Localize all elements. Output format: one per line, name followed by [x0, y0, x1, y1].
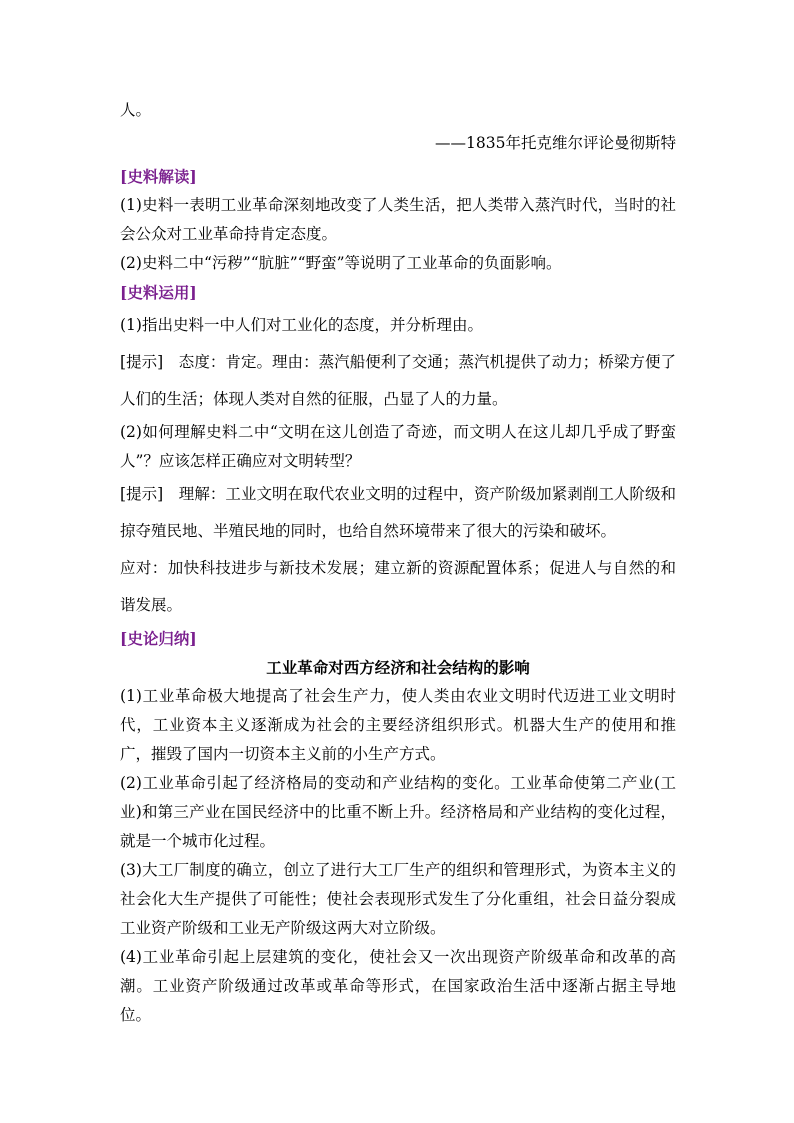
summary-item-2: (2)工业革命引起了经济格局的变动和产业结构的变化。工业革命使第二产业(工业)和第三产业在国民经济中的比重不断上升。经济格局和产业结构的变化过程，就是一个城市化过程。 — [120, 774, 676, 850]
summary-title: 工业革命对西方经济和社会结构的影响 — [266, 658, 530, 677]
application-answer-2-response: 应对：加快科技进步与新技术发展；建立新的资源配置体系；促进人与自然的和谐发展。 — [120, 559, 676, 614]
summary-tag: [史论归纳] — [120, 629, 197, 648]
summary-item-4: (4)工业革命引起上层建筑的变化，使社会又一次出现资产阶级革命和改革的高潮。工业资产阶级通过改革或革命等形式，在国家政治生活中逐渐占据主导地位。 — [120, 948, 676, 1024]
continued-text: 人。 — [120, 101, 152, 119]
interpretation-item-1: (1)史料一表明工业革命深刻地改变了人类生活，把人类带入蒸汽时代，当时的社会公众对工业革命持肯定态度。 — [120, 196, 676, 243]
application-answer-1: [提示] 态度：肯定。理由：蒸汽船便利了交通；蒸汽机提供了动力；桥梁方便了人们的生活；体现人类对自然的征服，凸显了人的力量。 — [120, 353, 676, 408]
interpretation-tag: [史料解读] — [120, 167, 197, 186]
source-attribution: ——1835年托克维尔评论曼彻斯特 — [435, 134, 676, 152]
application-answer-2: [提示] 理解：工业文明在取代农业文明的过程中，资产阶级加紧剥削工人阶级和掠夺殖民地、半殖民地的同时，也给自然环境带来了很大的污染和破坏。 — [120, 485, 676, 540]
summary-item-1: (1)工业革命极大地提高了社会生产力，使人类由农业文明时代迈进工业文明时代，工业资本主义逐渐成为社会的主要经济组织形式。机器大生产的使用和推广，摧毁了国内一切资本主义前的小生产方式。 — [120, 687, 676, 763]
document-page — [120, 96, 676, 1030]
application-question-2: (2)如何理解史料二中“文明在这儿创造了奇迹，而文明人在这儿却几乎成了野蛮人”？应该怎样正确应对文明转型？ — [120, 423, 676, 470]
application-tag: [史料运用] — [120, 283, 197, 302]
interpretation-item-2: (2)史料二中“污秽”“肮脏”“野蛮”等说明了工业革命的负面影响。 — [120, 254, 562, 272]
summary-item-3: (3)大工厂制度的确立，创立了进行大工厂生产的组织和管理形式，为资本主义的社会化大生产提供了可能性；使社会表现形式发生了分化重组，社会日益分裂成工业资产阶级和工业无产阶级这两大对立阶级。 — [120, 861, 676, 937]
application-question-1: (1)指出史料一中人们对工业化的态度，并分析理由。 — [120, 316, 483, 334]
